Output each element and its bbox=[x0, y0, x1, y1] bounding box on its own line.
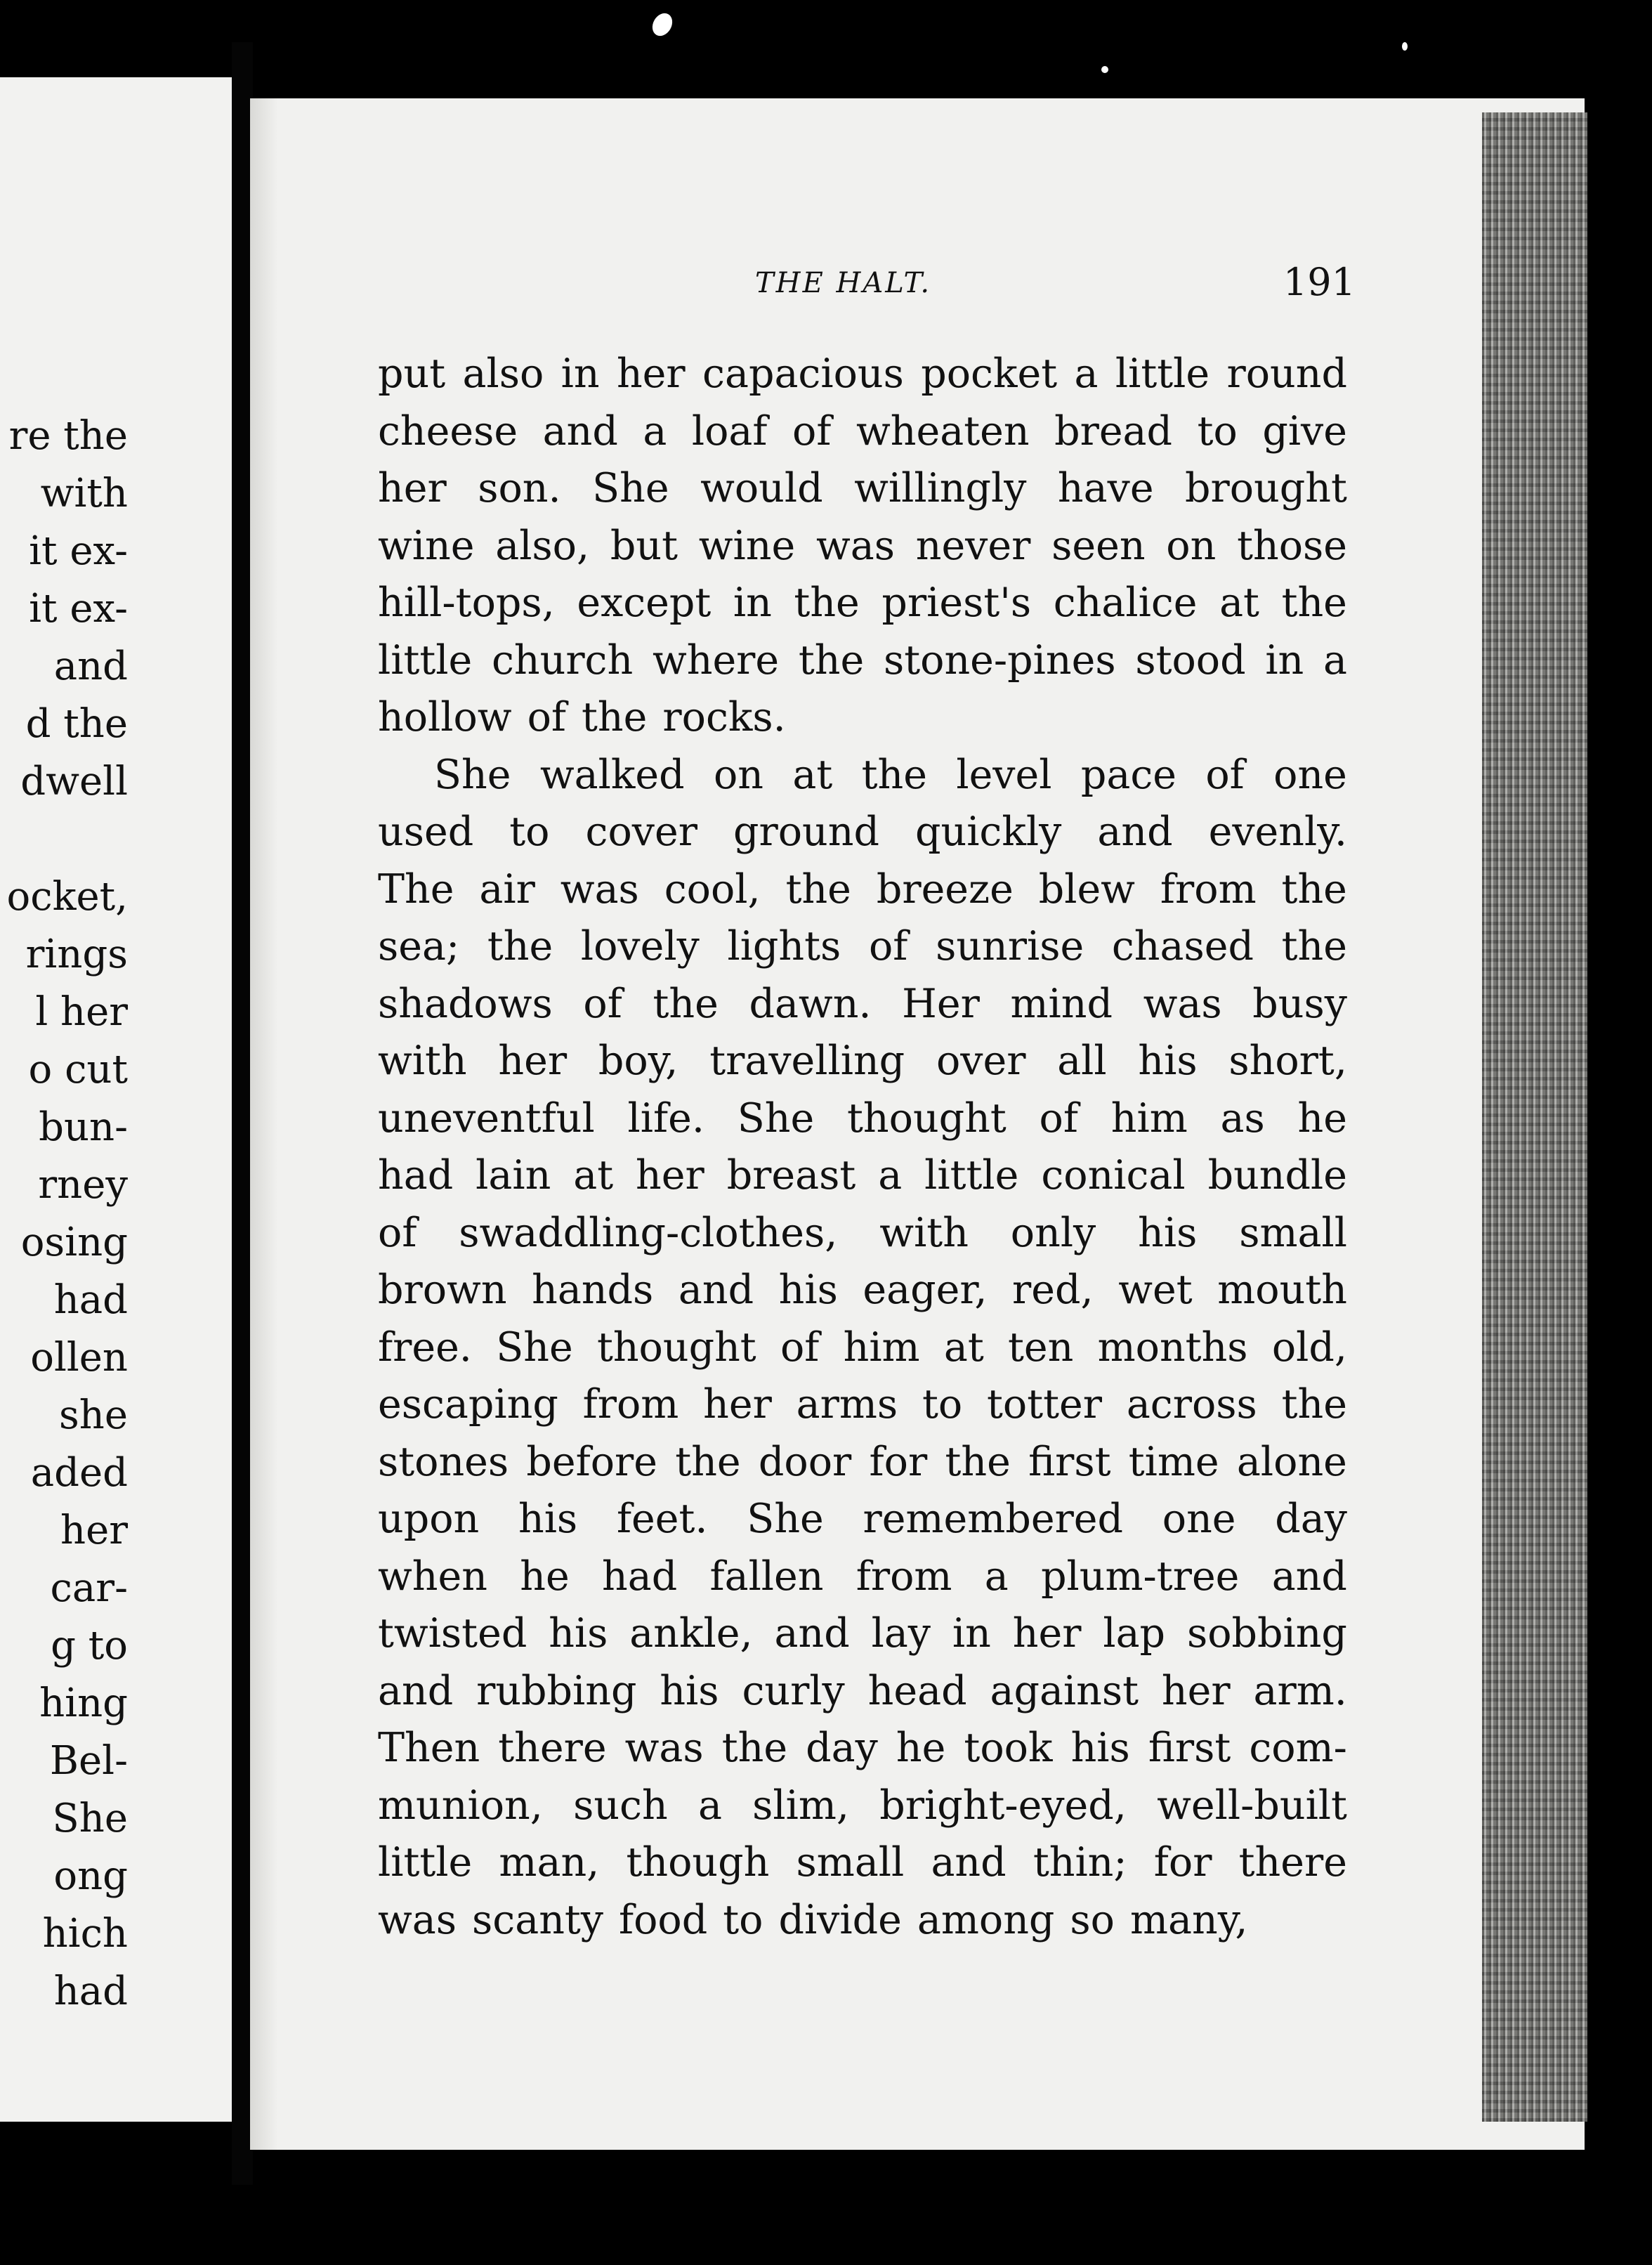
word: to bbox=[723, 1896, 763, 1943]
word: plum-tree bbox=[1041, 1553, 1240, 1600]
word: in bbox=[560, 351, 600, 397]
word: day bbox=[1275, 1496, 1347, 1542]
text-line bbox=[378, 1090, 1347, 1148]
word: stone-pines bbox=[883, 637, 1116, 684]
word: of bbox=[527, 694, 567, 740]
left-page-line: it ex- bbox=[29, 528, 128, 574]
text-line bbox=[378, 1033, 1347, 1090]
word: of bbox=[1039, 1095, 1078, 1142]
word: scanty bbox=[472, 1896, 604, 1943]
word: when bbox=[378, 1553, 487, 1600]
word: on bbox=[1166, 522, 1217, 569]
left-page-line: bun- bbox=[39, 1104, 128, 1150]
scan-border-right bbox=[1587, 105, 1652, 2143]
word: swaddling-clothes, bbox=[459, 1209, 838, 1256]
word: to bbox=[1197, 407, 1238, 455]
left-page-line: osing bbox=[20, 1220, 128, 1265]
left-page-line: g to bbox=[51, 1623, 128, 1669]
word: give bbox=[1262, 407, 1347, 455]
word: escaping bbox=[378, 1381, 558, 1428]
word: his bbox=[1070, 1725, 1130, 1771]
word: church bbox=[491, 637, 634, 684]
word: his bbox=[518, 1496, 578, 1542]
word: eager, bbox=[863, 1267, 988, 1313]
word: at bbox=[943, 1324, 984, 1371]
left-page-line: Bel- bbox=[49, 1738, 128, 1784]
word: The bbox=[378, 866, 454, 913]
word: cool, bbox=[664, 866, 761, 913]
scan-speck bbox=[1101, 66, 1108, 73]
text-line bbox=[378, 1319, 1347, 1377]
word: man, bbox=[499, 1839, 600, 1886]
text-line bbox=[378, 861, 1347, 919]
text-line bbox=[378, 575, 1347, 632]
word: only bbox=[1010, 1209, 1096, 1256]
word: many, bbox=[1129, 1896, 1248, 1943]
left-page-text bbox=[0, 407, 128, 2021]
word: Then bbox=[378, 1725, 480, 1771]
word: though bbox=[626, 1839, 770, 1886]
word: and bbox=[378, 1667, 454, 1714]
text-line bbox=[378, 1663, 1347, 1721]
word: the bbox=[675, 1438, 741, 1485]
word: and bbox=[1097, 809, 1173, 855]
left-page-line: and bbox=[53, 644, 128, 689]
word: on bbox=[713, 751, 764, 798]
word: stones bbox=[378, 1438, 509, 1485]
word: and bbox=[542, 407, 618, 455]
word: twisted bbox=[378, 1610, 527, 1657]
word: the bbox=[1281, 923, 1347, 970]
word: munion, bbox=[378, 1782, 543, 1829]
word: food bbox=[619, 1896, 708, 1943]
word: little bbox=[378, 1839, 473, 1886]
word: lovely bbox=[580, 923, 700, 970]
word: alone bbox=[1236, 1438, 1347, 1485]
text-line bbox=[378, 1605, 1347, 1663]
word: all bbox=[1057, 1038, 1107, 1084]
word: breeze bbox=[876, 866, 1014, 913]
left-page-line: re the bbox=[8, 413, 128, 459]
word: but bbox=[610, 522, 678, 569]
word: had bbox=[602, 1553, 678, 1600]
word: uneventful bbox=[378, 1095, 595, 1142]
word: to bbox=[922, 1381, 963, 1428]
word: had bbox=[378, 1152, 454, 1199]
word: her bbox=[378, 465, 447, 511]
word: cover bbox=[585, 809, 697, 855]
word: at bbox=[792, 751, 833, 798]
word: of bbox=[583, 980, 622, 1027]
word: sea; bbox=[378, 923, 460, 970]
word: upon bbox=[378, 1496, 480, 1542]
left-page-line: with bbox=[40, 471, 128, 516]
text-line bbox=[378, 1491, 1347, 1548]
word: well-built bbox=[1157, 1782, 1347, 1829]
word: She bbox=[592, 465, 669, 511]
left-page-line: rings bbox=[25, 932, 128, 977]
word: son. bbox=[478, 465, 561, 511]
word: curly bbox=[742, 1667, 845, 1714]
left-page-line: had bbox=[53, 1969, 128, 2014]
word: his bbox=[1138, 1038, 1198, 1084]
word: mouth bbox=[1217, 1267, 1347, 1313]
text-line bbox=[378, 1262, 1347, 1319]
word: stood bbox=[1135, 637, 1246, 684]
word: a bbox=[1074, 351, 1099, 397]
word: the bbox=[1281, 580, 1347, 626]
word: wine bbox=[698, 522, 796, 569]
text-line bbox=[378, 1376, 1347, 1434]
word: busy bbox=[1252, 980, 1347, 1027]
left-facing-page bbox=[0, 77, 232, 2122]
word: pocket bbox=[921, 351, 1058, 397]
word: the bbox=[794, 580, 860, 626]
running-head bbox=[379, 253, 1356, 316]
word: was bbox=[560, 866, 639, 913]
left-page-line: hich bbox=[42, 1911, 128, 1957]
word: was bbox=[378, 1896, 457, 1943]
word: round bbox=[1226, 351, 1347, 397]
word: would bbox=[700, 465, 823, 511]
left-page-line: dwell bbox=[20, 759, 128, 804]
word: remembered bbox=[863, 1496, 1124, 1542]
word: of bbox=[780, 1324, 820, 1371]
text-line bbox=[378, 1434, 1347, 1491]
word: him bbox=[843, 1324, 920, 1371]
word: him bbox=[1110, 1095, 1188, 1142]
word: loaf bbox=[691, 407, 768, 455]
word: rubbing bbox=[476, 1667, 637, 1714]
left-page-line: her bbox=[60, 1508, 128, 1553]
word: ground bbox=[733, 809, 879, 855]
word: he bbox=[896, 1725, 946, 1771]
word: and bbox=[678, 1267, 754, 1313]
word: so bbox=[1070, 1896, 1115, 1943]
text-line bbox=[378, 1147, 1347, 1205]
word: a bbox=[643, 407, 667, 455]
word: slim, bbox=[752, 1782, 850, 1829]
word: lights bbox=[727, 923, 841, 970]
word: also bbox=[462, 351, 544, 397]
left-page-line: She bbox=[52, 1796, 128, 1841]
word: where bbox=[652, 637, 780, 684]
word: bread bbox=[1054, 407, 1173, 455]
word: thought bbox=[847, 1095, 1007, 1142]
word: the bbox=[582, 694, 648, 740]
word: except bbox=[577, 580, 712, 626]
word: wine bbox=[378, 522, 475, 569]
word: have bbox=[1057, 465, 1154, 511]
word: conical bbox=[1041, 1152, 1186, 1199]
word: sobbing bbox=[1186, 1610, 1347, 1657]
word: head bbox=[867, 1667, 967, 1714]
text-line bbox=[378, 1777, 1347, 1835]
word: put bbox=[378, 351, 446, 397]
word: at bbox=[1219, 580, 1259, 626]
word: quickly bbox=[915, 809, 1062, 855]
text-line bbox=[378, 346, 1347, 403]
word: com- bbox=[1249, 1725, 1347, 1771]
word: cheese bbox=[378, 407, 518, 455]
left-page-line: rney bbox=[38, 1162, 128, 1208]
page-inner-shadow bbox=[250, 98, 278, 2150]
word: She bbox=[747, 1496, 824, 1542]
word: first bbox=[1148, 1725, 1231, 1771]
word: life. bbox=[627, 1095, 704, 1142]
text-line bbox=[378, 632, 1347, 690]
word: those bbox=[1237, 522, 1347, 569]
text-line bbox=[378, 918, 1347, 976]
left-page-line: hing bbox=[39, 1680, 128, 1726]
word: a bbox=[1323, 637, 1347, 684]
page-number: 191 bbox=[1283, 260, 1356, 304]
page-fore-edge bbox=[1482, 112, 1587, 2122]
word: dawn. bbox=[749, 980, 872, 1027]
left-page-line: had bbox=[53, 1277, 128, 1323]
word: his bbox=[549, 1610, 608, 1657]
word: free. bbox=[378, 1324, 472, 1371]
text-line bbox=[378, 976, 1347, 1033]
word: lay bbox=[871, 1610, 931, 1657]
word: was bbox=[1143, 980, 1222, 1027]
word: for bbox=[869, 1438, 928, 1485]
word: in bbox=[733, 580, 772, 626]
word: brought bbox=[1185, 465, 1347, 511]
word: the bbox=[945, 1438, 1011, 1485]
word: of bbox=[378, 1209, 417, 1256]
word: little bbox=[378, 637, 473, 684]
word: the bbox=[861, 751, 927, 798]
text-line bbox=[378, 1834, 1347, 1892]
word: hands bbox=[532, 1267, 654, 1313]
left-page-line: it ex- bbox=[29, 586, 128, 632]
word: the bbox=[785, 866, 851, 913]
word: willingly bbox=[854, 465, 1027, 511]
word: of bbox=[792, 407, 832, 455]
word: small bbox=[1239, 1209, 1347, 1256]
left-page-line: car- bbox=[50, 1565, 128, 1611]
word: in bbox=[1265, 637, 1304, 684]
word: She bbox=[496, 1324, 573, 1371]
word: level bbox=[956, 751, 1052, 798]
text-line bbox=[378, 1720, 1347, 1777]
word: and bbox=[931, 1839, 1007, 1886]
word: totter bbox=[987, 1381, 1103, 1428]
word: her bbox=[498, 1038, 568, 1084]
word: capacious bbox=[702, 351, 904, 397]
word: her bbox=[616, 351, 686, 397]
word: the bbox=[1281, 866, 1347, 913]
word: his bbox=[778, 1267, 838, 1313]
word: over bbox=[936, 1038, 1026, 1084]
text-line bbox=[378, 1205, 1347, 1262]
word: with bbox=[378, 1038, 467, 1084]
word: arms bbox=[796, 1381, 898, 1428]
word: of bbox=[868, 923, 908, 970]
word: old, bbox=[1271, 1324, 1347, 1371]
word: and bbox=[1271, 1553, 1347, 1600]
word: such bbox=[573, 1782, 668, 1829]
word: brown bbox=[378, 1267, 507, 1313]
word: air bbox=[479, 866, 535, 913]
word: he bbox=[1297, 1095, 1347, 1142]
word: hill-tops, bbox=[378, 580, 555, 626]
word: from bbox=[855, 1553, 952, 1600]
word: short, bbox=[1228, 1038, 1347, 1084]
running-title: THE HALT. bbox=[755, 267, 932, 299]
word: there bbox=[1238, 1839, 1347, 1886]
word: blew bbox=[1038, 866, 1135, 913]
left-page-line: aded bbox=[30, 1450, 128, 1496]
word: seen bbox=[1051, 522, 1146, 569]
word: from bbox=[1160, 866, 1257, 913]
word: used bbox=[378, 809, 474, 855]
word: a bbox=[984, 1553, 1009, 1600]
word: She bbox=[434, 751, 511, 798]
word: against bbox=[990, 1667, 1139, 1714]
scan-speck bbox=[1402, 42, 1408, 51]
word: priest's bbox=[881, 580, 1032, 626]
word: pace bbox=[1080, 751, 1176, 798]
word: in bbox=[952, 1610, 991, 1657]
word: evenly. bbox=[1208, 809, 1347, 855]
word: there bbox=[498, 1725, 607, 1771]
word: boy, bbox=[598, 1038, 678, 1084]
word: of bbox=[1205, 751, 1245, 798]
text-line bbox=[378, 689, 1347, 747]
left-page-line: ocket, bbox=[6, 874, 128, 920]
word: took bbox=[964, 1725, 1053, 1771]
word: walked bbox=[539, 751, 685, 798]
word: chalice bbox=[1053, 580, 1198, 626]
word: across bbox=[1126, 1381, 1257, 1428]
word: rocks. bbox=[662, 694, 786, 740]
word: wet bbox=[1118, 1267, 1193, 1313]
word: red, bbox=[1012, 1267, 1094, 1313]
word: thought bbox=[596, 1324, 756, 1371]
word: bright-eyed, bbox=[879, 1782, 1127, 1829]
left-page-line: ollen bbox=[30, 1335, 128, 1380]
word: for bbox=[1153, 1839, 1212, 1886]
word: one bbox=[1162, 1496, 1236, 1542]
word: before bbox=[526, 1438, 658, 1485]
word: sunrise bbox=[936, 923, 1084, 970]
word: She bbox=[737, 1095, 815, 1142]
word: was bbox=[815, 522, 895, 569]
word: the bbox=[487, 923, 553, 970]
word: Her bbox=[902, 980, 980, 1027]
word: ankle, bbox=[629, 1610, 753, 1657]
text-line bbox=[378, 518, 1347, 575]
word: time bbox=[1128, 1438, 1219, 1485]
word: travelling bbox=[709, 1038, 905, 1084]
word: mind bbox=[1010, 980, 1113, 1027]
word: small bbox=[796, 1839, 905, 1886]
word: a bbox=[697, 1782, 722, 1829]
word: shadows bbox=[378, 980, 553, 1027]
word: to bbox=[509, 809, 550, 855]
word: the bbox=[721, 1725, 788, 1771]
word: his bbox=[1138, 1209, 1198, 1256]
word: feet. bbox=[616, 1496, 708, 1542]
word: a bbox=[878, 1152, 903, 1199]
text-line bbox=[378, 1892, 1347, 1950]
word: never bbox=[915, 522, 1031, 569]
word: little bbox=[1115, 351, 1210, 397]
left-page-line: o cut bbox=[28, 1047, 128, 1092]
text-line bbox=[378, 403, 1347, 461]
word: door bbox=[758, 1438, 852, 1485]
left-page-line bbox=[0, 811, 128, 868]
text-line bbox=[378, 460, 1347, 518]
word: her bbox=[1161, 1667, 1231, 1714]
word: and bbox=[774, 1610, 850, 1657]
left-page-line: she bbox=[59, 1392, 128, 1438]
word: the bbox=[653, 980, 719, 1027]
word: day bbox=[806, 1725, 878, 1771]
text-line bbox=[378, 747, 1347, 804]
left-page-line: d the bbox=[25, 701, 128, 747]
word: first bbox=[1028, 1438, 1111, 1485]
word: her bbox=[636, 1152, 704, 1199]
word: with bbox=[879, 1209, 969, 1256]
word: lain bbox=[476, 1152, 551, 1199]
word: as bbox=[1220, 1095, 1265, 1142]
word: his bbox=[660, 1667, 719, 1714]
word: months bbox=[1097, 1324, 1248, 1371]
scan-speck bbox=[648, 10, 676, 39]
word: from bbox=[582, 1381, 679, 1428]
word: bundle bbox=[1207, 1152, 1347, 1199]
word: wheaten bbox=[855, 407, 1030, 455]
word: fallen bbox=[709, 1553, 824, 1600]
word: was bbox=[624, 1725, 704, 1771]
word: among bbox=[917, 1896, 1055, 1943]
word: also, bbox=[495, 522, 590, 569]
word: chased bbox=[1111, 923, 1254, 970]
word: lap bbox=[1103, 1610, 1166, 1657]
word: little bbox=[924, 1152, 1019, 1199]
word: ten bbox=[1008, 1324, 1074, 1371]
body-text bbox=[378, 346, 1347, 1949]
left-page-line: l her bbox=[35, 989, 128, 1035]
word: the bbox=[798, 637, 865, 684]
word: divide bbox=[778, 1896, 902, 1943]
word: one bbox=[1273, 751, 1347, 798]
word: her bbox=[1012, 1610, 1082, 1657]
word: at bbox=[573, 1152, 614, 1199]
word: the bbox=[1281, 1381, 1347, 1428]
word: her bbox=[703, 1381, 772, 1428]
text-line bbox=[378, 1548, 1347, 1606]
left-page-line: ong bbox=[53, 1853, 128, 1899]
word: thin; bbox=[1032, 1839, 1127, 1886]
text-line bbox=[378, 804, 1347, 861]
word: arm. bbox=[1253, 1667, 1347, 1714]
word: he bbox=[520, 1553, 570, 1600]
word: breast bbox=[726, 1152, 856, 1199]
word: hollow bbox=[378, 694, 512, 740]
